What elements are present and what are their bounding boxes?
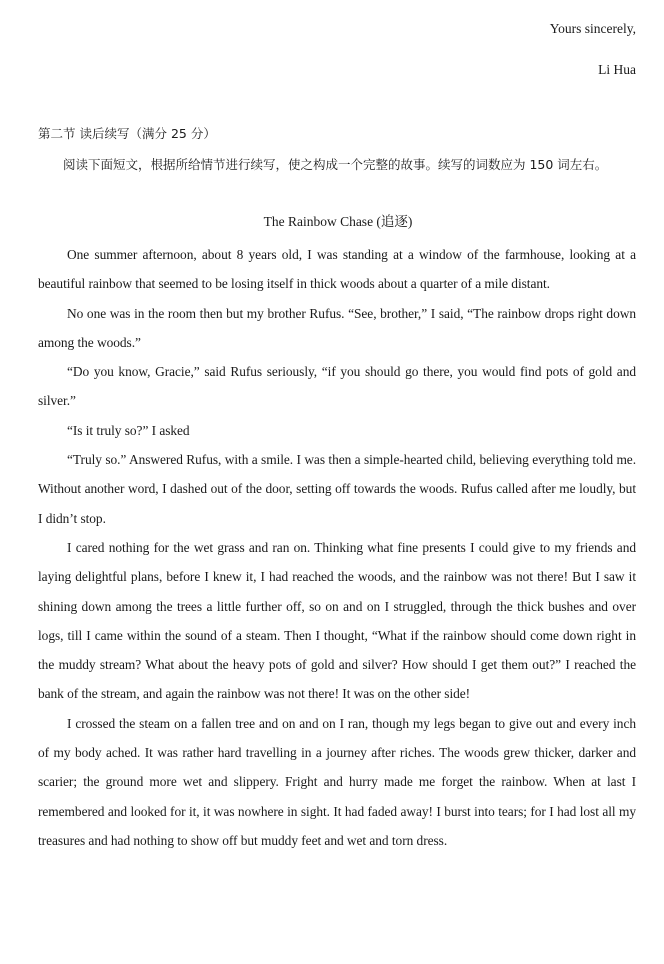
story-body <box>38 240 636 855</box>
story-paragraph-6: I cared nothing for the wet grass and ran on. Thinking what fine presents I could give to my friends and laying delightful plans, before I knew it, I had reached the woods, and the rainbow was not there! But I saw it shining down among the trees a little further off, so on and on I struggled, through the thick bushes and over logs, till I came within the sound of a steam. Then I thought, “What if the rainbow should come down right in the muddy stream? What about the heavy pots of gold and silver? How should I get them out?” I reached the bank of the stream, and again the rainbow was not there! It was on the other side! <box>38 539 636 702</box>
letter-signature: Li Hua <box>598 62 636 77</box>
story-paragraph-7: I crossed the steam on a fallen tree and on and on I ran, though my legs began to give out and every inch of my body ached. It was rather hard travelling in a journey after riches. The woods grew thicker, darker and scarier; the ground more wet and slippery. Fright and hurry made me forget the rainbow. When at last I remembered and looked for it, it was nowhere in sight. It had faded away! I burst into tears; for I had lost all my treasures and had nothing to show off but muddy feet and wet and torn dress. <box>38 715 636 848</box>
section-heading: 第二节 读后续写（满分 25 分） <box>38 126 216 141</box>
story-paragraph-1: One summer afternoon, about 8 years old, I was standing at a window of the farmhouse, looking at a beautiful rainbow that seemed to be losing itself in thick woods about a quarter of a mile distant. <box>38 247 636 292</box>
story-paragraph-5: “Truly so.” Answered Rufus, with a smile. I was then a simple-hearted child, believing everything told me. Without another word, I dashed out of the door, setting off towards the woods. Rufus called after me loudly, but I didn’t stop. <box>38 452 636 526</box>
story-paragraph-2: No one was in the room then but my brother Rufus. “See, brother,” I said, “The rainbow drops right down among the woods.” <box>38 305 636 350</box>
section-instruction: 阅读下面短文，根据所给情节进行续写，使之构成一个完整的故事。续写的词数应为 150 词左右。 <box>63 157 608 172</box>
story-title: The Rainbow Chase (追逐) <box>263 214 413 229</box>
story-paragraph-3: “Do you know, Gracie,” said Rufus seriously, “if you should go there, you would find pots of gold and silver.” <box>38 364 636 409</box>
story-paragraph-4: “Is it truly so?” I asked <box>67 422 190 438</box>
letter-closing: Yours sincerely, <box>549 21 636 36</box>
